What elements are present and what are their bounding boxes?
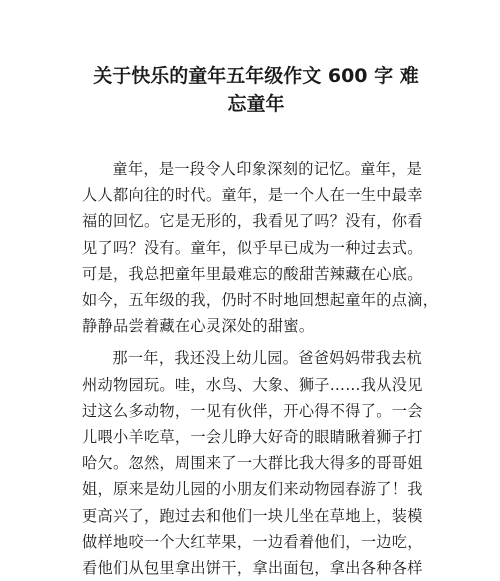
text-line: 见了吗？没有。童年，似乎早已成为一种过去式。: [82, 238, 423, 257]
text-line: 儿喂小羊吃草，一会儿睁大好奇的眼睛瞅着狮子打: [82, 428, 423, 447]
paragraph-2: [82, 345, 428, 581]
title-line-2: 忘童年: [227, 93, 285, 115]
text-line: 姐，原来是幼儿园的小朋友们来动物园春游了！我: [82, 480, 423, 499]
text-line: 更高兴了，跑过去和他们一块儿坐在草地上，装模: [82, 506, 423, 525]
text-line: 过这么多动物，一见有伙伴，开心得不得了。一会: [82, 401, 423, 420]
title-line-1: 关于快乐的童年五年级作文 600 字 难: [93, 65, 419, 87]
text-line: 可是，我总把童年里最难忘的酸甜苦辣藏在心底。: [82, 264, 423, 283]
text-line: 州动物园玩。哇，水鸟、大象、狮子……我从没见: [82, 375, 423, 394]
text-line: 福的回忆。它是无形的，我看见了吗？没有，你看: [82, 212, 423, 231]
text-line: 童年，是一段令人印象深刻的记忆。童年，是: [112, 160, 423, 178]
document-title: [82, 62, 424, 118]
paragraph-1: [82, 156, 439, 339]
text-line: 看他们从包里拿出饼干，拿出面包，拿出各种各样: [82, 559, 423, 578]
text-line: 哈欠。忽然，周围来了一大群比我大得多的哥哥姐: [82, 454, 423, 473]
text-line: 如今，五年级的我，仍时不时地回想起童年的点滴，: [82, 291, 439, 310]
text-line: 静静品尝着藏在心灵深处的甜蜜。: [82, 317, 315, 336]
text-line: 那一年，我还没上幼儿园。爸爸妈妈带我去杭: [112, 349, 423, 368]
text-line: 人人都向往的时代。童年，是一个人在一生中最幸: [82, 186, 423, 205]
text-line: 做样地咬一个大红苹果，一边看着他们，一边吃，: [82, 532, 423, 551]
